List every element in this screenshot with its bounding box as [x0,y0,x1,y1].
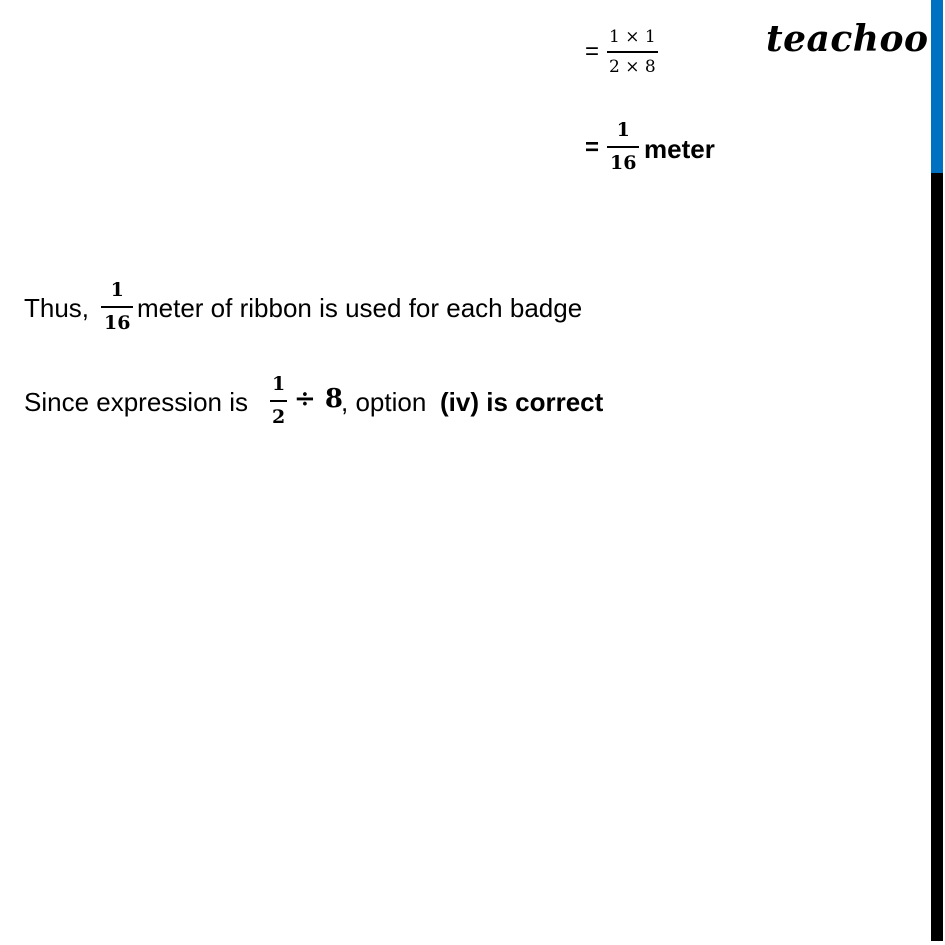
fraction-1-over-16 [101,281,133,333]
side-strip-blue [931,0,943,173]
side-strip-black [931,173,943,941]
denominator: 16 [610,151,637,174]
equals-sign: = [585,134,600,161]
numerator: 1 [272,373,286,395]
answer-middle: , option [341,387,427,417]
answer-correct-option: (iv) is correct [440,387,604,417]
conclusion-prefix: Thus, [24,293,90,323]
denominator: 2 [272,405,286,428]
conclusion-suffix: meter of ribbon is used for each badge [137,293,583,323]
numerator: 1 [616,119,630,141]
numerator: 1 [110,279,124,301]
answer-prefix: Since expression is [24,387,248,417]
denominator: 2 × 8 [609,56,656,77]
numerator: 1 × 1 [609,27,656,47]
fraction-1x1-over-2x8 [607,29,658,76]
divide-by-8: ÷ 8 [294,384,343,414]
fraction-1-over-16 [607,121,639,173]
teachoo-logo: teachoo [766,18,929,60]
fraction-1-over-2 [270,375,287,427]
unit-meter: meter [644,134,715,164]
denominator: 16 [104,311,131,334]
equals-sign: = [585,38,600,65]
